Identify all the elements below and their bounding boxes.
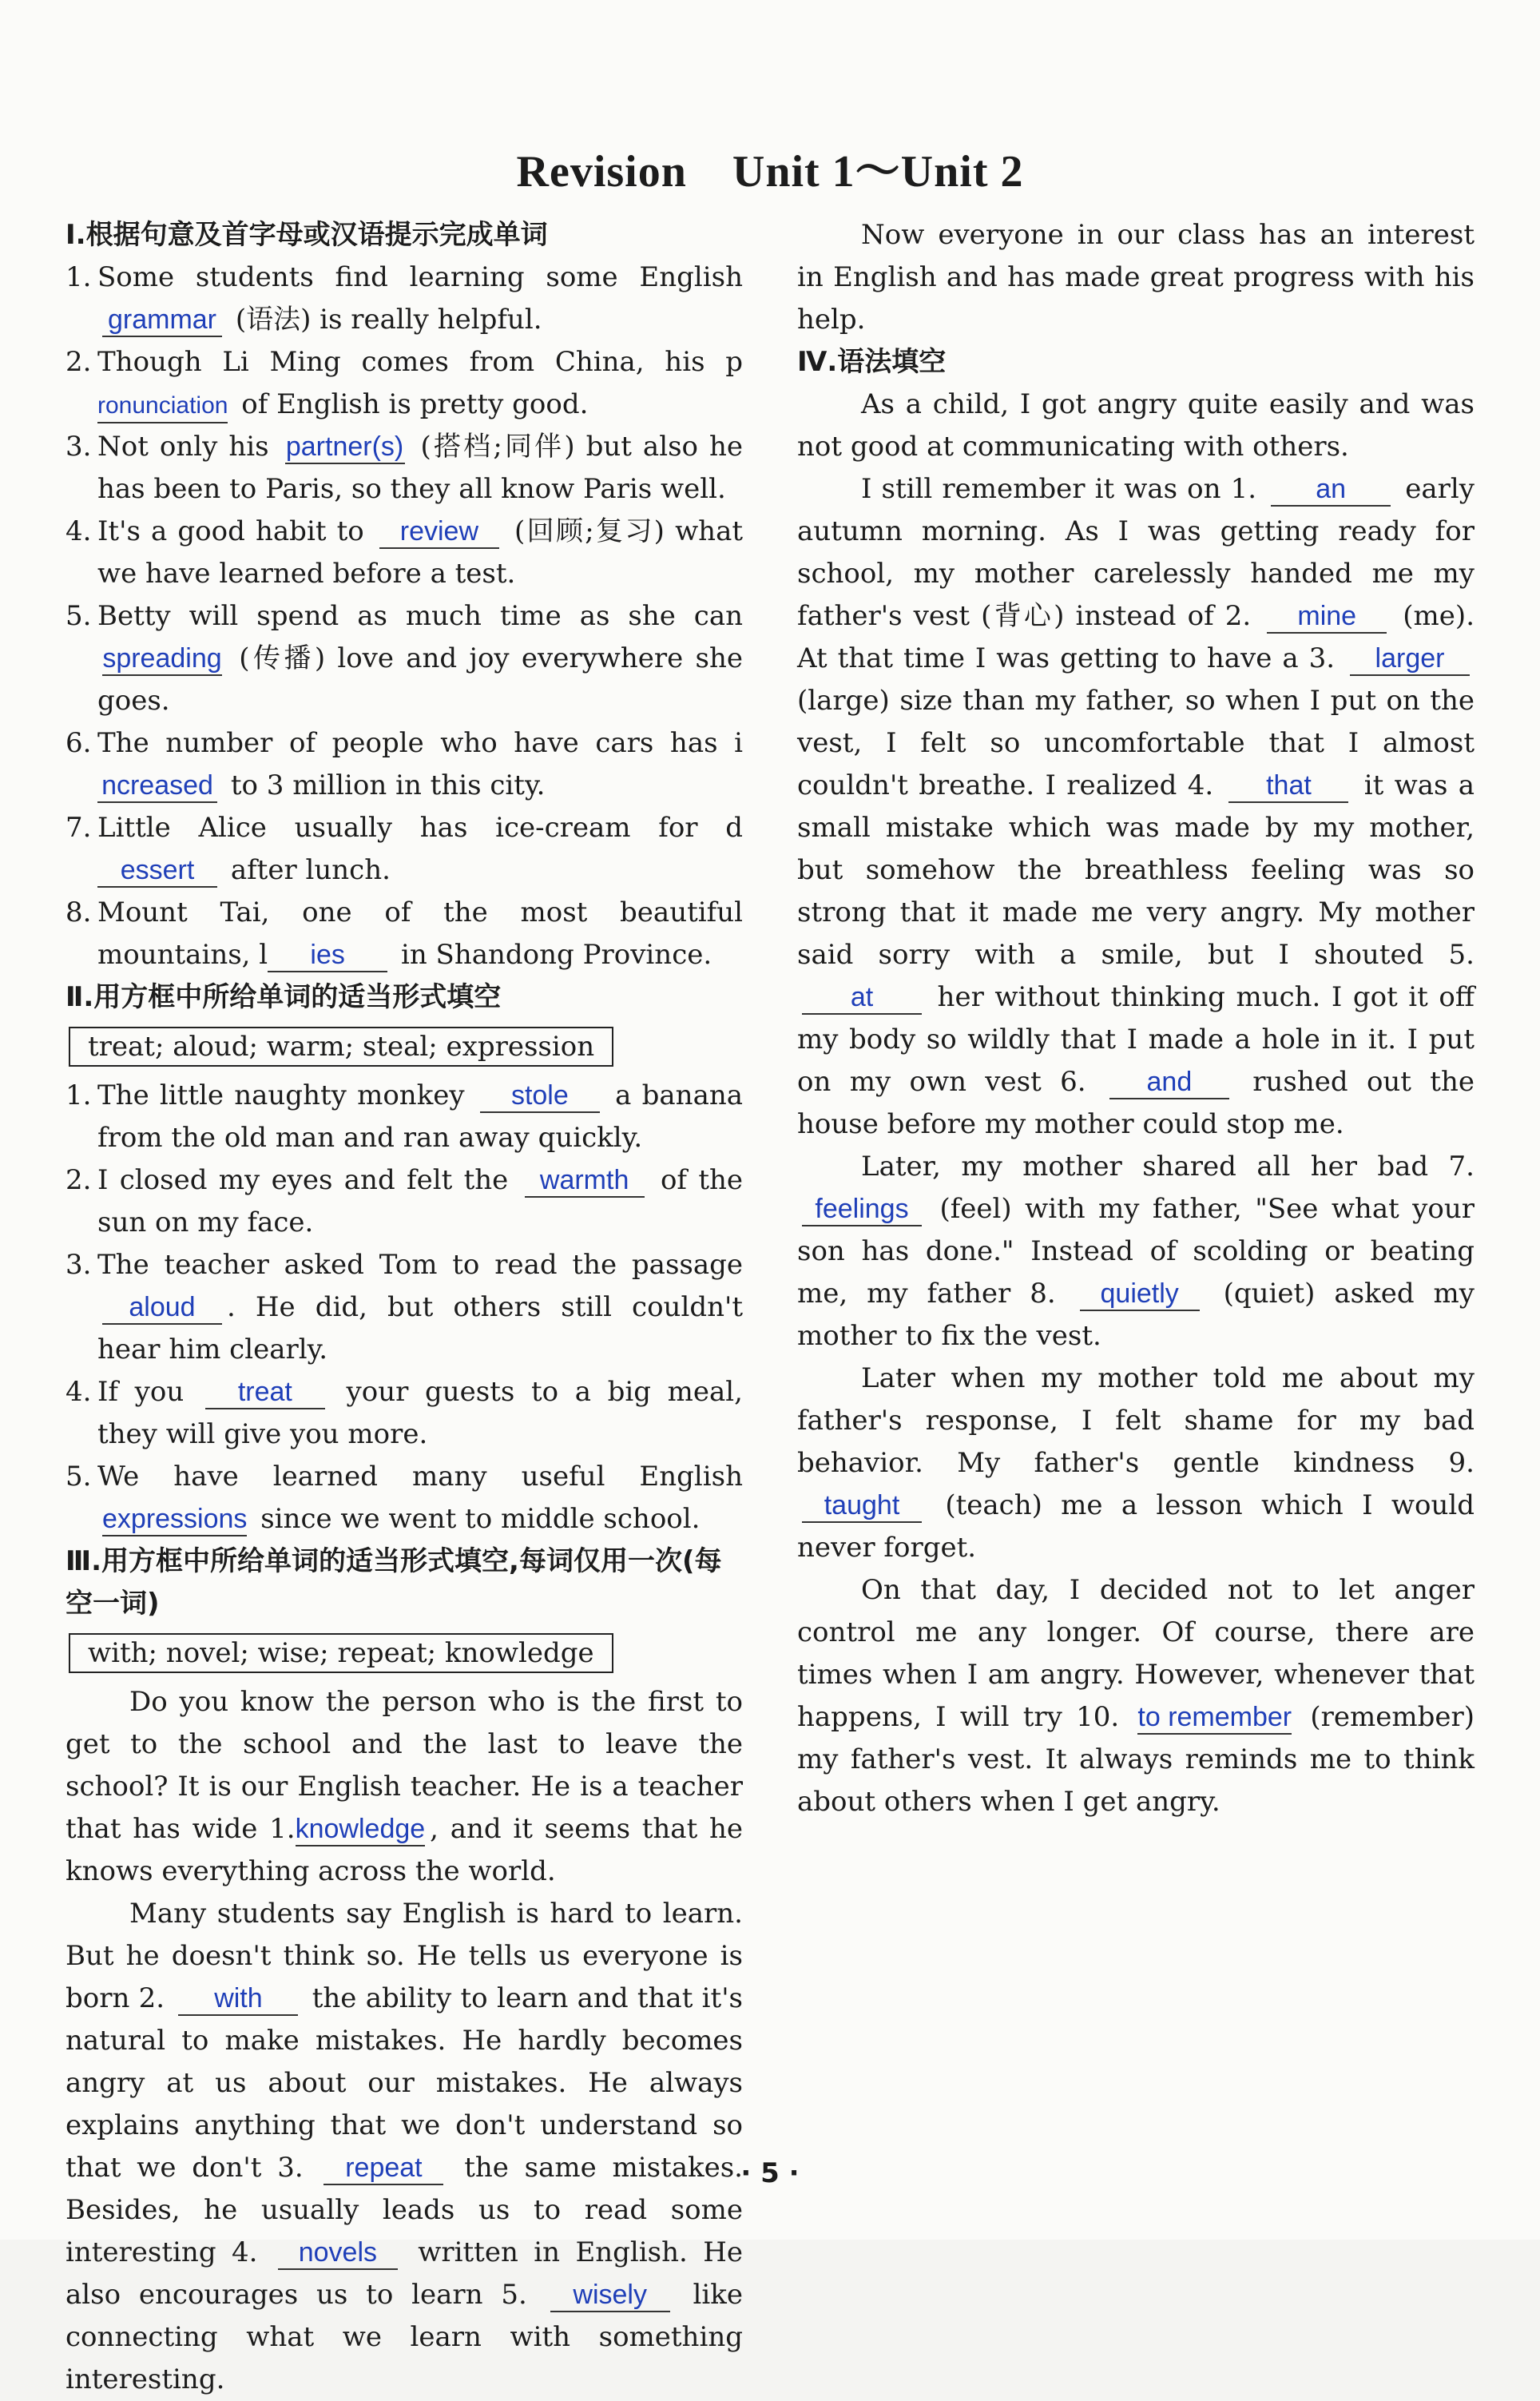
section-4-heading: Ⅳ.语法填空	[797, 346, 947, 378]
item-number: 2.	[65, 346, 92, 378]
item-text	[97, 511, 743, 595]
item-prompt-end: (回顾;复习) what we have learned before a test.	[97, 515, 744, 590]
passage-text: early autumn morning. As I was getting ready for school, my mother carelessly handed me my father's vest (背心) instead of 2.	[797, 473, 1475, 632]
passage-paragraph	[797, 384, 1475, 468]
passage-paragraph	[797, 1358, 1475, 1569]
answer-text: at	[850, 982, 874, 1012]
item-prompt-end: since we went to middle school.	[260, 1503, 701, 1535]
item-text	[97, 722, 743, 807]
right-column	[797, 214, 1475, 1823]
passage-text: (feel) with my father, "See what your son has done." Instead of scolding or beating me, my father 8.	[797, 1193, 1475, 1310]
section-2-heading: Ⅱ.用方框中所给单词的适当形式填空	[65, 981, 502, 1013]
passage-text: (me). At that time I was getting to have a 3.	[797, 600, 1475, 674]
passage-text: (remember) my father's vest. It always reminds me to think about others when I get angry.	[797, 1701, 1475, 1818]
answer-text: larger	[1375, 643, 1445, 674]
passage-paragraph	[797, 214, 1475, 341]
answer-text: and	[1146, 1067, 1193, 1097]
answer-text: expressions	[102, 1504, 248, 1534]
answer-blank[interactable]	[1350, 642, 1470, 676]
item-number: 7.	[65, 812, 92, 844]
item-text	[97, 892, 743, 976]
item-prompt-end: . He did, but others still couldn't hear him clearly.	[97, 1291, 743, 1365]
item-text	[97, 426, 743, 511]
item-prompt: I closed my eyes and felt the	[97, 1164, 509, 1196]
answer-text: with	[214, 1983, 263, 2013]
exercise-item	[65, 256, 743, 341]
passage-text: Do you know the person who is the first to get to the school and the last to leave the school? It is our English teacher. He is a teacher that has wide 1.	[65, 1686, 743, 1845]
item-prompt-end: your guests to a big meal, they will give you more.	[97, 1376, 743, 1450]
answer-text: partner(s)	[285, 431, 404, 462]
answer-blank[interactable]	[550, 2279, 670, 2312]
answer-text: taught	[824, 1490, 900, 1521]
answer-text: stole	[510, 1080, 569, 1111]
answer-blank[interactable]	[480, 1079, 600, 1113]
answer-blank[interactable]	[205, 1376, 325, 1409]
exercise-item	[65, 892, 743, 976]
answer-text: ncreased	[101, 770, 213, 801]
item-text	[97, 807, 743, 892]
item-text	[97, 595, 743, 722]
item-prompt: Not only his	[97, 431, 269, 463]
item-prompt-end: (语法) is really helpful.	[235, 304, 542, 336]
passage-text: (teach) me a lesson which I would never forget.	[797, 1489, 1475, 1564]
answer-text: mine	[1297, 601, 1357, 631]
item-prompt-end: of the sun on my face.	[97, 1164, 744, 1238]
answer-text: ies	[310, 940, 345, 970]
passage-text: (quiet) asked my mother to fix the vest.	[797, 1278, 1475, 1352]
item-prompt-end: of English is pretty good.	[241, 388, 589, 420]
item-prompt: The little naughty monkey	[97, 1079, 465, 1111]
answer-text: wisely	[573, 2280, 647, 2310]
word-box: treat; aloud; warm; steal; expression	[69, 1027, 613, 1067]
answer-blank[interactable]	[285, 431, 405, 464]
exercise-item	[65, 511, 743, 595]
item-prompt: Little Alice usually has ice-cream for d	[97, 812, 743, 844]
item-number: 2.	[65, 1164, 92, 1196]
answer-text: novels	[298, 2237, 377, 2268]
passage-text: On that day, I decided not to let anger control me any longer. Of course, there are times when I am angry. However, whenever that happens, I will try 10.	[797, 1574, 1475, 1733]
item-number: 3.	[65, 1249, 92, 1281]
item-number: 3.	[65, 431, 92, 463]
item-prompt-end: after lunch.	[230, 854, 391, 886]
passage-paragraph	[797, 1569, 1475, 1823]
item-text	[97, 1456, 743, 1540]
passage-text: , and it seems that he knows everything across the world.	[65, 1813, 743, 1887]
exercise-item	[65, 1244, 743, 1371]
item-prompt: We have learned many useful English	[97, 1461, 743, 1493]
passage-text: it was a small mistake which was made by my mother, but somehow the breathless feeling was so strong that it made me very angry. My mother said sorry with a smile, but I shouted 5.	[797, 769, 1475, 971]
passage-paragraph	[65, 1681, 743, 1893]
item-text	[97, 1075, 743, 1159]
passage-paragraph	[797, 1146, 1475, 1358]
answer-text: an	[1316, 474, 1347, 504]
item-prompt-end: (传播) love and joy everywhere she goes.	[97, 642, 744, 717]
answer-blank[interactable]	[102, 1503, 247, 1536]
passage-text: rushed out the house before my mother could stop me.	[797, 1066, 1475, 1140]
answer-blank[interactable]	[102, 1291, 222, 1325]
answer-text: aloud	[129, 1292, 196, 1322]
answer-blank[interactable]	[1228, 769, 1348, 803]
page-number: · 5 ·	[740, 2157, 800, 2189]
item-text	[97, 1159, 743, 1244]
passage-text: I still remember it was on 1.	[861, 473, 1257, 505]
item-prompt-end: to 3 million in this city.	[230, 769, 546, 801]
passage-text: her without thinking much. I got it off my body so wildly that I made a hole in it. I put on my own vest 6.	[797, 981, 1475, 1098]
answer-blank[interactable]	[1271, 473, 1391, 507]
item-prompt: Though Li Ming comes from China, his p	[97, 346, 743, 378]
item-number: 4.	[65, 1376, 92, 1408]
left-column	[65, 214, 743, 2401]
item-text	[97, 1244, 743, 1371]
answer-blank[interactable]	[268, 939, 387, 972]
item-text	[97, 1371, 743, 1456]
answer-blank[interactable]	[296, 1813, 426, 1846]
answer-text: warmth	[539, 1165, 629, 1195]
item-number: 1.	[65, 261, 92, 293]
passage-text: (large) size than my father, so when I put on the vest, I felt so uncomfortable that I almost couldn't breathe. I realized 4.	[797, 685, 1475, 801]
exercise-item	[65, 426, 743, 511]
answer-text: repeat	[345, 2153, 423, 2183]
answer-text: review	[399, 516, 479, 547]
answer-blank[interactable]	[102, 304, 222, 337]
answer-blank[interactable]	[97, 388, 228, 423]
item-text	[97, 256, 743, 341]
answer-blank[interactable]	[178, 1982, 298, 2016]
item-prompt: Mount Tai, one of the most beautiful mountains, l	[97, 896, 743, 971]
passage-paragraph	[65, 1893, 743, 2401]
item-prompt-end: (搭档;同伴) but also he has been to Paris, so they all know Paris well.	[97, 431, 744, 505]
item-number: 5.	[65, 1461, 92, 1493]
page-title: Revision Unit 1～Unit 2	[516, 147, 1024, 197]
item-prompt-end: in Shandong Province.	[400, 939, 712, 971]
answer-text: ronunciation	[97, 392, 228, 419]
passage-text: the same mistakes. Besides, he usually leads us to read some interesting 4.	[65, 2152, 743, 2268]
exercise-item	[65, 722, 743, 807]
exercise-item	[65, 807, 743, 892]
section-1-heading: Ⅰ.根据句意及首字母或汉语提示完成单词	[65, 219, 548, 251]
passage-text: Later when my mother told me about my father's response, I felt shame for my bad behavior. My father's gentle kindness 9.	[797, 1362, 1475, 1479]
item-text	[97, 341, 743, 426]
passage-text: Many students say English is hard to learn. But he doesn't think so. He tells us everyone is born 2.	[65, 1898, 743, 2014]
passage-text: Later, my mother shared all her bad 7.	[861, 1151, 1475, 1183]
item-prompt: The teacher asked Tom to read the passage	[97, 1249, 743, 1281]
item-number: 4.	[65, 515, 92, 547]
answer-blank[interactable]	[278, 2236, 398, 2270]
answer-text: essert	[120, 855, 195, 885]
answer-blank[interactable]	[802, 1489, 922, 1523]
item-prompt: It's a good habit to	[97, 515, 364, 547]
item-number: 8.	[65, 896, 92, 928]
passage-text: like connecting what we learn with something interesting.	[65, 2279, 744, 2395]
exercise-item	[65, 1456, 743, 1540]
item-prompt: If you	[97, 1376, 185, 1408]
item-prompt: The number of people who have cars has i	[97, 727, 743, 759]
passage-text: written in English. He also encourages us to learn 5.	[65, 2236, 744, 2311]
exercise-item	[65, 595, 743, 722]
word-box: with; novel; wise; repeat; knowledge	[69, 1633, 613, 1673]
answer-blank[interactable]	[525, 1164, 645, 1198]
answer-text: knowledge	[295, 1814, 426, 1844]
answer-text: feelings	[815, 1194, 909, 1224]
answer-blank[interactable]	[102, 642, 222, 676]
answer-text: grammar	[107, 304, 217, 335]
item-number: 5.	[65, 600, 92, 632]
exercise-item	[65, 1159, 743, 1244]
item-prompt: Some students find learning some English	[97, 261, 743, 293]
exercise-item	[65, 1371, 743, 1456]
passage-text: As a child, I got angry quite easily and was not good at communicating with others.	[797, 388, 1475, 463]
exercise-item	[65, 341, 743, 426]
exercise-item	[65, 1075, 743, 1159]
item-prompt: Betty will spend as much time as she can	[97, 600, 743, 632]
answer-blank[interactable]	[802, 981, 922, 1015]
answer-text: spreading	[102, 643, 222, 674]
answer-text: that	[1266, 770, 1312, 801]
item-prompt-end: a banana from the old man and ran away quickly.	[97, 1079, 744, 1154]
item-number: 6.	[65, 727, 92, 759]
answer-text: to remember	[1137, 1702, 1292, 1732]
answer-blank[interactable]	[1109, 1066, 1229, 1099]
passage-text: the ability to learn and that it's natural to make mistakes. He hardly becomes angry at us about our mistakes. He always explains anything that we don't understand so that we don't 3.	[65, 1982, 743, 2184]
answer-blank[interactable]	[379, 515, 499, 549]
answer-blank[interactable]	[1267, 600, 1387, 634]
passage-text: Now everyone in our class has an interest in English and has made great progress with his help.	[797, 219, 1475, 336]
answer-blank[interactable]	[802, 1193, 922, 1226]
answer-text: treat	[237, 1377, 292, 1407]
item-number: 1.	[65, 1079, 92, 1111]
answer-blank[interactable]	[97, 769, 217, 803]
section-3-heading: Ⅲ.用方框中所给单词的适当形式填空,每词仅用一次(每空一词)	[65, 1545, 722, 1620]
answer-text: quietly	[1100, 1278, 1179, 1309]
answer-blank[interactable]	[1137, 1701, 1292, 1735]
answer-blank[interactable]	[1080, 1278, 1200, 1311]
answer-blank[interactable]	[97, 854, 217, 888]
passage-paragraph	[797, 468, 1475, 1146]
